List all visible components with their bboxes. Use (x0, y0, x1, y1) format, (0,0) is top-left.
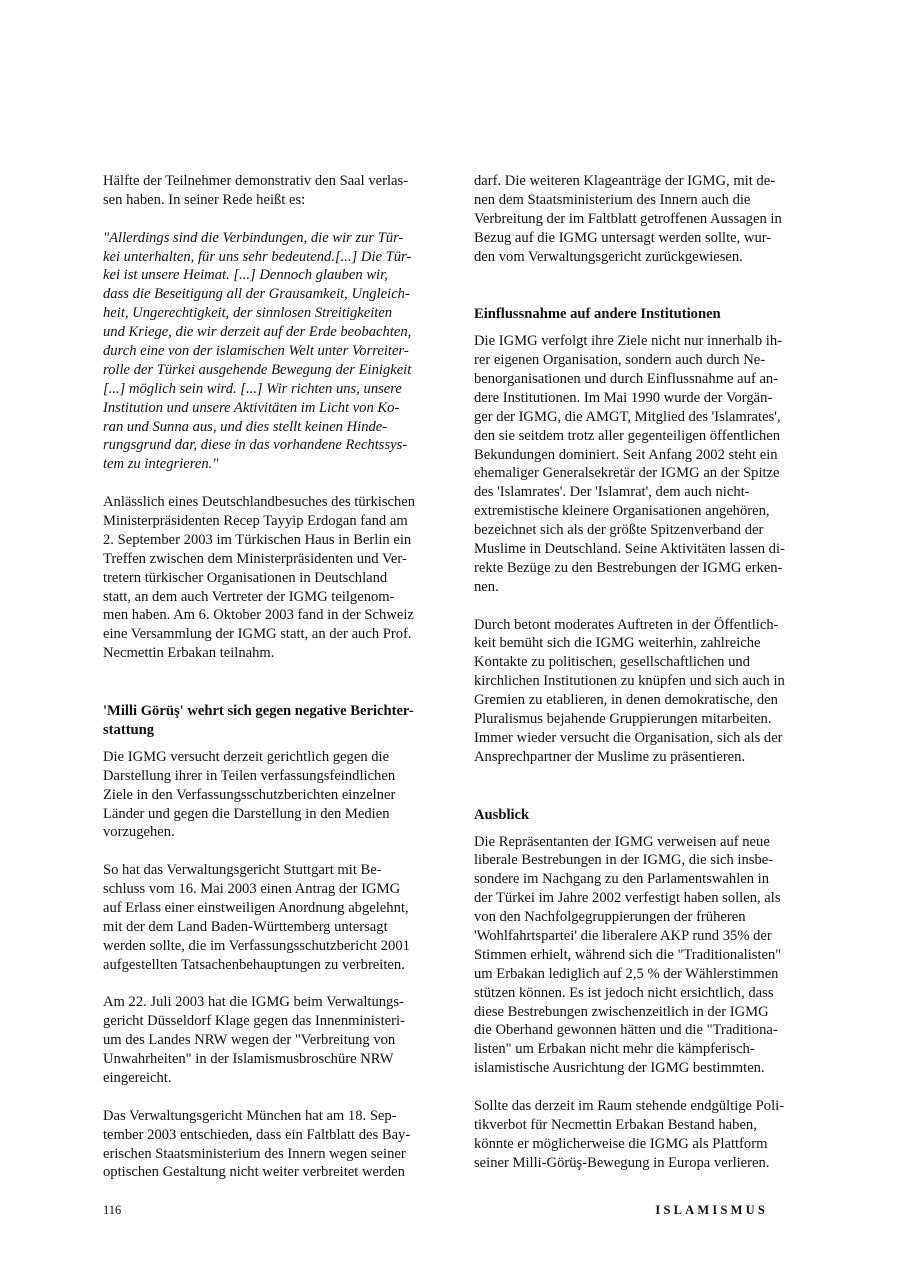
left-column (103, 172, 433, 1182)
section-heading-outlook (474, 806, 802, 825)
text-line: Kontakte zu politischen, gesellschaftlichen und (474, 654, 750, 671)
text-line: Anlässlich eines Deutschlandbesuches des türkischen (103, 494, 416, 511)
text-line: diese Bestrebungen zwischenzeitlich in der IGMG (474, 1003, 769, 1020)
paragraph-duesseldorf (103, 993, 433, 1087)
text-line: die Oberhand gewonnen hätten und die "Traditiona- (474, 1022, 778, 1039)
text-line: extremistische kleinere Organisationen angehören, (474, 503, 770, 520)
text-line: islamistische Ausrichtung der IGMG bestimmten. (474, 1060, 765, 1077)
text-line: tikverbot für Necmettin Erbakan Bestand haben, (474, 1116, 757, 1133)
text-line: Am 22. Juli 2003 hat die IGMG beim Verwaltungs- (103, 994, 404, 1011)
text-line: eingereicht. (103, 1069, 172, 1086)
text-line: 'Milli Görüş' wehrt sich gegen negative Berichter- (103, 703, 414, 720)
text-line: rekte Bezüge zu den Bestrebungen der IGMG erken- (474, 559, 783, 576)
text-line: liberale Bestrebungen in der IGMG, die sich insbe- (474, 852, 774, 869)
text-line: gericht Düsseldorf Klage gegen das Innenministeri- (103, 1013, 405, 1030)
text-line: Durch betont moderates Auftreten in der Öffentlich- (474, 616, 779, 633)
text-line: Hälfte der Teilnehmer demonstrativ den Saal verlas- (103, 173, 409, 189)
text-line: So hat das Verwaltungsgericht Stuttgart mit Be- (103, 862, 382, 879)
text-line: eine Versammlung der IGMG statt, an der auch Prof. (103, 626, 412, 643)
paragraph-outlook (474, 833, 802, 1079)
heading-text: Einflussnahme auf andere Institutionen (474, 306, 721, 323)
text-line: Stimmen erhielt, während sich die "Traditionalisten" (474, 946, 782, 963)
text-line: Sollte das derzeit im Raum stehende endgültige Poli- (474, 1097, 785, 1114)
text-line: Muslime in Deutschland. Seine Aktivitäten lassen di- (474, 541, 785, 558)
text-line: vorzugehen. (103, 824, 175, 841)
text-line: rolle der Türkei ausgehende Bewegung der Einigkeit (103, 361, 412, 378)
paragraph-intro (103, 172, 433, 210)
text-line: tretern türkischer Organisationen in Deutschland (103, 569, 388, 586)
text-line: heit, Ungerechtigkeit, der sinnlosen Streitigkeiten (103, 305, 393, 322)
page-number: 116 (103, 1203, 122, 1217)
text-line: Unwahrheiten" in der Islamismusbroschüre NRW (103, 1051, 394, 1068)
text-line: Necmettin Erbakan teilnahm. (103, 645, 275, 662)
text-line: auf Erlass einer einstweiligen Anordnung abgelehnt, (103, 899, 409, 916)
text-line: mit der dem Land Baden-Württemberg untersagt (103, 918, 388, 935)
text-line: erischen Staatsministerium des Innern wegen seiner (103, 1145, 406, 1162)
text-line: men haben. Am 6. Oktober 2003 fand in der Schweiz (103, 607, 414, 624)
text-line: benorganisationen und durch Einflussnahme auf an- (474, 371, 779, 388)
text-line: Treffen zwischen dem Ministerpräsidenten und Ver- (103, 550, 407, 567)
text-line: Die Repräsentanten der IGMG verweisen auf neue (474, 833, 770, 850)
text-line: ger der IGMG, die AMGT, Mitglied des 'Islamrates', (474, 408, 781, 425)
text-line: Pluralismus bejahende Gruppierungen mitarbeiten. (474, 711, 772, 728)
heading-text: Ausblick (474, 806, 530, 823)
text-line: rungsgrund dar, diese in das vorhandene Rechtssys- (103, 437, 408, 454)
text-line: seiner Milli-Görüş-Bewegung in Europa verlieren. (474, 1154, 770, 1171)
paragraph-influence (474, 332, 802, 596)
text-line: kirchlichen Institutionen zu knüpfen und sich auch in (474, 673, 785, 690)
paragraph-ban (474, 1097, 802, 1173)
text-line: optischen Gestaltung nicht weiter verbreitet werden (103, 1164, 405, 1181)
text-line: statt, an dem auch Vertreter der IGMG teilgenom- (103, 588, 395, 605)
text-line: 'Wohlfahrtspartei' die liberalere AKP rund 35% der (474, 927, 772, 944)
paragraph-moderate (474, 616, 802, 767)
text-line: stützen können. Es ist jedoch nicht ersichtlich, dass (474, 984, 774, 1001)
text-line: aufgestellten Tatsachenbehauptungen zu verbreiten. (103, 956, 405, 973)
text-line: darf. Die weiteren Klageanträge der IGMG, mit de- (474, 173, 776, 189)
text-line: sondere im Nachgang zu den Parlamentswahlen in (474, 871, 770, 888)
text-line: Immer wieder versucht die Organisation, sich als der (474, 729, 783, 746)
running-title: ISLAMISMUS (655, 1203, 768, 1217)
text-line: und Kriege, die wir derzeit auf der Erde beobachten, (103, 324, 412, 341)
text-line: werden sollte, die im Verfassungsschutzbericht 2001 (103, 937, 410, 954)
text-line: den vom Verwaltungsgericht zurückgewiesen. (474, 248, 743, 265)
text-line: Das Verwaltungsgericht München hat am 18. Sep- (103, 1107, 397, 1124)
text-line: "Allerdings sind die Verbindungen, die wir zur Tür- (103, 229, 404, 246)
text-line: rer eigenen Organisation, sondern auch durch Ne- (474, 352, 766, 369)
text-line: um des Landes NRW wegen der "Verbreitung von (103, 1032, 396, 1049)
text-line: ehemaliger Generalsekretär der IGMG an der Spitze (474, 465, 780, 482)
text-line: des 'Islamrates'. Der 'Islamrat', dem auch nicht- (474, 484, 750, 501)
text-line: listen" um Erbakan nicht mehr die kämpferisch- (474, 1041, 755, 1058)
text-line: durch eine von der islamischen Welt unter Vorreiter- (103, 343, 409, 360)
right-column (474, 172, 802, 1173)
text-line: um Erbakan lediglich auf 2,5 % der Wählerstimmen (474, 965, 779, 982)
text-line: Die IGMG versucht derzeit gerichtlich gegen die (103, 748, 390, 765)
paragraph-court-intro (103, 748, 433, 842)
text-line: Ziele in den Verfassungsschutzberichten einzelner (103, 786, 396, 803)
text-line: Institution und unsere Aktivitäten im Licht von Ko- (103, 399, 400, 416)
text-line: sen haben. In seiner Rede heißt es: (103, 191, 306, 208)
text-line: Bezug auf die IGMG untersagt werden sollte, wur- (474, 229, 772, 246)
paragraph-muenchen (103, 1107, 433, 1183)
text-line: der Türkei im Jahre 2002 verfestigt haben sollen, als (474, 890, 781, 907)
text-line: Ministerpräsidenten Recep Tayyip Erdogan fand am (103, 513, 408, 530)
text-line: dass die Beseitigung all der Grausamkeit, Ungleich- (103, 286, 410, 303)
paragraph-continuation (474, 172, 802, 266)
text-line: 2. September 2003 im Türkischen Haus in Berlin ein (103, 531, 412, 548)
text-line: Verbreitung der im Faltblatt getroffenen Aussagen in (474, 210, 782, 227)
paragraph-erdogan-visit (103, 493, 433, 663)
text-line: bezeichnet sich als der größte Spitzenverband der (474, 522, 764, 539)
text-line: kei unterhalten, für uns sehr bedeutend.[...] Die Tür- (103, 248, 412, 265)
text-line: den sie seitdem trotz aller gegenteiligen öffentlichen (474, 427, 781, 444)
text-line: Ansprechpartner der Muslime zu präsentieren. (474, 748, 746, 765)
text-line: nen. (474, 578, 499, 595)
text-line: nen dem Staatsministerium des Innern auch die (474, 191, 751, 208)
text-line: stattung (103, 721, 155, 738)
paragraph-stuttgart (103, 861, 433, 974)
text-line: kei ist unsere Heimat. [...] Dennoch glauben wir, (103, 267, 388, 284)
text-line: Die IGMG verfolgt ihre Ziele nicht nur innerhalb ih- (474, 333, 782, 350)
text-line: von den Nachfolgegruppierungen der früheren (474, 909, 746, 926)
text-line: Darstellung ihrer in Teilen verfassungsfeindlichen (103, 767, 396, 784)
text-line: [...] möglich sein wird. [...] Wir richten uns, unsere (103, 380, 402, 397)
text-line: Länder und gegen die Darstellung in den Medien (103, 805, 390, 822)
text-line: tem zu integrieren." (103, 456, 219, 473)
text-line: tember 2003 entschieden, dass ein Faltblatt des Bay- (103, 1126, 411, 1143)
text-line: ran und Sunna aus, und dies stellt keinen Hinde- (103, 418, 388, 435)
section-heading-milli-goerues (103, 702, 433, 740)
text-line: könnte er möglicherweise die IGMG als Plattform (474, 1135, 768, 1152)
text-line: Bekundungen dominiert. Seit Anfang 2002 steht ein (474, 446, 778, 463)
text-line: Gremien zu etablieren, in denen demokratische, den (474, 692, 778, 709)
text-line: dere Institutionen. Im Mai 1990 wurde der Vorgän- (474, 389, 773, 406)
text-line: schluss vom 16. Mai 2003 einen Antrag der IGMG (103, 881, 401, 898)
section-heading-influence (474, 305, 802, 324)
quote-paragraph (103, 229, 433, 475)
text-line: keit bemüht sich die IGMG weiterhin, zahlreiche (474, 635, 761, 652)
